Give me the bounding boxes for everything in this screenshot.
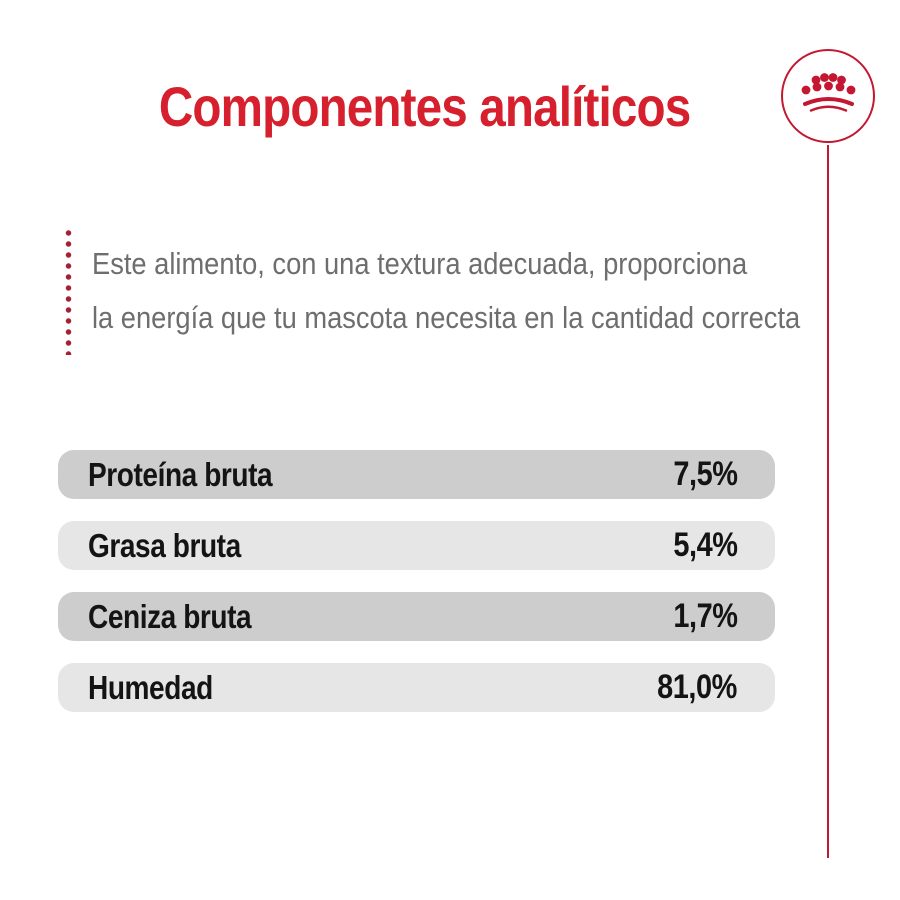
row-value: 81,0% [657, 668, 737, 706]
row-value: 1,7% [672, 597, 737, 635]
row-label: Ceniza bruta [88, 597, 252, 635]
royal-canin-badge [781, 49, 875, 143]
intro-paragraph [92, 237, 800, 345]
row-label: Grasa bruta [88, 526, 241, 564]
page-title: Componentes analíticos [159, 75, 691, 138]
table-row [58, 521, 775, 570]
intro-dotted-rule [65, 229, 72, 355]
row-value: 5,4% [672, 526, 737, 564]
table-row [58, 592, 775, 641]
crown-icon [797, 71, 859, 121]
row-value: 7,5% [672, 455, 737, 493]
row-label: Proteína bruta [88, 455, 273, 493]
intro-line-1: Este alimento, con una textura adecuada, proporciona [92, 246, 748, 281]
row-label: Humedad [88, 668, 213, 706]
table-row [58, 663, 775, 712]
intro-line-2: la energía que tu mascota necesita en la cantidad correcta [92, 300, 801, 335]
analytical-components-table [58, 450, 775, 734]
brand-vertical-line [827, 145, 830, 858]
table-row [58, 450, 775, 499]
page-title-wrap [0, 74, 850, 139]
